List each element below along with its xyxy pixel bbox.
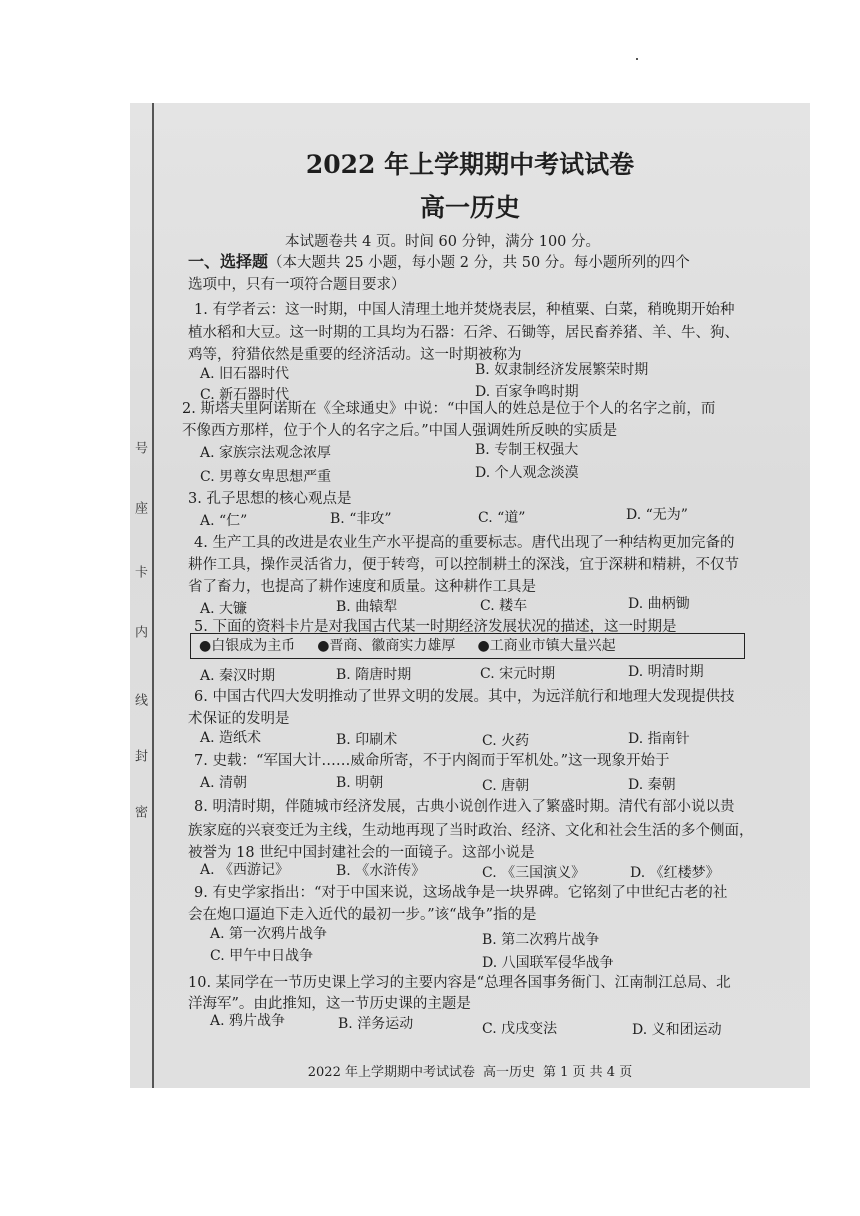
option: A. 家族宗法观念浓厚 bbox=[200, 445, 332, 461]
option: D. 八国联军侵华战争 bbox=[482, 955, 614, 971]
card-item: ●白银成为主币 bbox=[199, 638, 296, 654]
option: A. 《西游记》 bbox=[200, 862, 290, 878]
section-label: 一、选择题 bbox=[188, 252, 269, 271]
option: B. “非攻” bbox=[330, 511, 392, 527]
section-header bbox=[188, 249, 690, 272]
option: D. 百家争鸣时期 bbox=[475, 384, 579, 400]
section-desc: （本大题共 25 小题，每小题 2 分，共 50 分。每小题所列的四个 bbox=[268, 255, 690, 271]
option: C. 戊戌变法 bbox=[482, 1021, 558, 1037]
option: D. 明清时期 bbox=[628, 664, 704, 680]
question-line: 族家庭的兴衰变迁为主线，生动地再现了当时政治、经济、文化和社会生活的多个侧面， bbox=[188, 823, 754, 839]
option: C. 火药 bbox=[482, 733, 530, 749]
option: C. 宋元时期 bbox=[480, 666, 556, 682]
speck bbox=[636, 58, 638, 60]
option: C. 男尊女卑思想严重 bbox=[200, 469, 332, 485]
question-line: 3. 孔子思想的核心观点是 bbox=[188, 491, 352, 507]
option: D. 指南针 bbox=[628, 731, 690, 747]
option: B. 《水浒传》 bbox=[336, 863, 426, 879]
question-line: 耕作工具，操作灵活省力，便于转弯，可以控制耕土的深浅，宜于深耕和精耕，不仅节 bbox=[188, 557, 739, 573]
binding-char: 密 bbox=[132, 805, 147, 818]
option: C. “道” bbox=[478, 510, 526, 526]
option: A. 鸦片战争 bbox=[210, 1013, 286, 1029]
option: A. 第一次鸦片战争 bbox=[210, 926, 328, 942]
question-line: 10. 某同学在一节历史课上学习的主要内容是“总理各国事务衙门、江南制江总局、北 bbox=[188, 975, 731, 991]
exam-subject: 高一历史 bbox=[419, 193, 520, 222]
binding-char: 封 bbox=[132, 749, 147, 762]
footer-subject: 高一历史 bbox=[482, 1065, 535, 1080]
binding-char: 线 bbox=[132, 693, 147, 706]
binding-char: 座 bbox=[132, 501, 147, 514]
option: D. “无为” bbox=[626, 507, 688, 523]
question-line: 9. 有史学家指出：“对于中国来说，这场战争是一块界碑。它铭刻了中世纪古老的社 bbox=[194, 885, 728, 901]
question-line: 7. 史载：“军国大计……威命所寄，不于内阁而于军机处。”这一现象开始于 bbox=[194, 753, 670, 769]
footer-exam: 2022 年上学期期中考试试卷 bbox=[307, 1065, 475, 1080]
question-line: 1. 有学者云：这一时期，中国人清理土地并焚烧表层，种植粟、白菜，稍晚期开始种 bbox=[194, 302, 735, 318]
question-line: 5. 下面的资料卡片是对我国古代某一时期经济发展状况的描述，这一时期是 bbox=[194, 619, 677, 635]
option: B. 明朝 bbox=[336, 775, 384, 791]
option: B. 奴隶制经济发展繁荣时期 bbox=[475, 362, 649, 378]
data-card bbox=[190, 633, 745, 659]
question-line: 不像西方那样，位于个人的名字之后。”中国人强调姓所反映的实质是 bbox=[182, 423, 618, 439]
binding-char: 内 bbox=[132, 625, 147, 638]
option: C. 甲午中日战争 bbox=[210, 948, 314, 964]
option: C. 唐朝 bbox=[482, 778, 530, 794]
option: C. 《三国演义》 bbox=[482, 865, 586, 881]
question-line: 省了畜力，也提高了耕作速度和质量。这种耕作工具是 bbox=[188, 579, 536, 595]
option: B. 洋务运动 bbox=[338, 1016, 414, 1032]
question-line: 会在炮口逼迫下走入近代的最初一步。”该“战争”指的是 bbox=[188, 907, 537, 923]
option: B. 印刷术 bbox=[336, 732, 398, 748]
card-item: ●工商业市镇大量兴起 bbox=[477, 638, 616, 654]
option: D. 秦朝 bbox=[628, 777, 676, 793]
option: B. 隋唐时期 bbox=[336, 667, 412, 683]
option: B. 曲辕犁 bbox=[336, 599, 398, 615]
option: A. 清朝 bbox=[200, 775, 248, 791]
option: A. “仁” bbox=[200, 513, 248, 529]
exam-info: 本试题卷共 4 页。时间 60 分钟，满分 100 分。 bbox=[285, 234, 601, 250]
option: C. 新石器时代 bbox=[200, 387, 290, 403]
question-line: 洋海军”。由此推知，这一节历史课的主题是 bbox=[188, 996, 471, 1012]
option: D. 曲柄锄 bbox=[628, 596, 690, 612]
binding-char: 卡 bbox=[132, 565, 147, 578]
question-line: 术保证的发明是 bbox=[188, 711, 290, 727]
question-line: 6. 中国古代四大发明推动了世界文明的发展。其中，为远洋航行和地理大发现提供技 bbox=[194, 689, 735, 705]
option: B. 专制王权强大 bbox=[475, 442, 579, 458]
question-line: 8. 明清时期，伴随城市经济发展，古典小说创作进入了繁盛时期。清代有部小说以贵 bbox=[194, 799, 735, 815]
option: A. 造纸术 bbox=[200, 730, 262, 746]
question-line: 鸡等，狩猎依然是重要的经济活动。这一时期被称为 bbox=[188, 347, 522, 363]
question-line: 植水稻和大豆。这一时期的工具均为石器：石斧、石锄等，居民畜养猪、羊、牛、狗、 bbox=[188, 325, 739, 341]
option: A. 大镰 bbox=[200, 601, 248, 617]
option: D. 义和团运动 bbox=[632, 1022, 722, 1038]
option: D. 《红楼梦》 bbox=[630, 865, 720, 881]
card-item: ●晋商、徽商实力雄厚 bbox=[317, 638, 456, 654]
question-line: 被誉为 18 世纪中国封建社会的一面镜子。这部小说是 bbox=[188, 845, 535, 861]
exam-title: 2022 年上学期期中考试试卷 bbox=[305, 150, 635, 179]
section-desc-line: 选项中，只有一项符合题目要求） bbox=[188, 277, 406, 293]
option: A. 秦汉时期 bbox=[200, 668, 276, 684]
option: A. 旧石器时代 bbox=[200, 366, 290, 382]
binding-line bbox=[152, 103, 154, 1088]
page-footer bbox=[130, 1061, 810, 1080]
binding-char: 号 bbox=[132, 441, 147, 454]
option: B. 第二次鸦片战争 bbox=[482, 932, 600, 948]
question-line: 2. 斯塔夫里阿诺斯在《全球通史》中说：“中国人的姓总是位于个人的名字之前，而 bbox=[182, 401, 716, 417]
option: D. 个人观念淡漠 bbox=[475, 465, 579, 481]
footer-page: 第 1 页 共 4 页 bbox=[543, 1065, 633, 1080]
question-line: 4. 生产工具的改进是农业生产水平提高的重要标志。唐代出现了一种结构更加完备的 bbox=[194, 535, 735, 551]
option: C. 耧车 bbox=[480, 598, 528, 614]
exam-paper-photo bbox=[130, 103, 810, 1088]
